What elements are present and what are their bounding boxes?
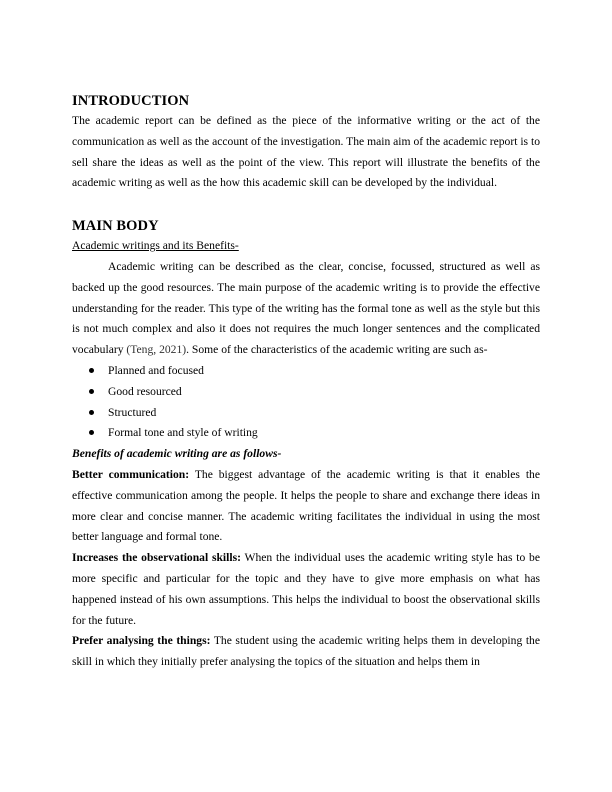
bullet-icon [89,368,94,373]
list-item [72,403,540,424]
list-item-text: Good resourced [108,384,182,398]
main-body-heading: MAIN BODY [72,218,159,235]
benefit-title: Increases the observational skills: [72,551,241,565]
benefit-title: Prefer analysing the things: [72,634,211,648]
citation: (Teng, 2021) [126,343,187,357]
benefit-paragraph [72,548,540,631]
benefit-paragraph [72,465,540,548]
bullet-icon [89,389,94,394]
paragraph-text-start: Academic writing can be described as the clear, concise, focussed, structured as well as backed up the good resources. The main purpose of the academic writing is to provide the effective understanding for the reader. This type of the writing has the formal tone as well as the style but this is not much complex and also it does not requires the much longer sentences and the complicated vocabulary [72,259,540,357]
characteristics-list [72,361,540,444]
list-item [72,423,540,444]
list-item [72,361,540,382]
list-item-text: Planned and focused [108,363,204,377]
introduction-paragraph: The academic report can be defined as the piece of the informative writing or the act of the communication as well as the account of the investigation. The main aim of the academic report is to sell share the ideas as well as the point of the view. This report will illustrate the benefits of the academic writing as well as the how this academic skill can be developed by the individual. [72,114,540,190]
benefits-list-heading: Benefits of academic writing are as follows- [72,447,282,461]
bullet-icon [89,430,94,435]
benefit-paragraph [72,631,540,673]
paragraph-text-end: . Some of the characteristics of the academic writing are such as- [186,343,488,357]
list-item-text: Structured [108,405,157,419]
academic-writing-paragraph [72,257,540,361]
benefits-subheading: Academic writings and its Benefits- [72,239,239,253]
benefit-text: The biggest advantage of the academic writing is that it enables the effective communication among the people. It helps the people to share and exchange there ideas in more clear and concise manner. The academic writing facilitates the individual in using the most better language and formal tone. [72,467,540,544]
list-item [72,382,540,403]
introduction-heading: INTRODUCTION [72,93,190,109]
list-item-text: Formal tone and style of writing [108,426,258,440]
benefit-title: Better communication: [72,467,190,481]
page-content [72,91,540,673]
benefit-text: When the individual uses the academic writing style has to be more specific and particular for the topic and they have to give more emphasis on what has happened instead of his own assumptions. This helps the individual to boost the observational skills for the future. [72,551,540,627]
bullet-icon [89,410,94,415]
benefit-text: The student using the academic writing helps them in developing the skill in which they initially prefer analysing the topics of the situation and helps them in [72,634,540,669]
